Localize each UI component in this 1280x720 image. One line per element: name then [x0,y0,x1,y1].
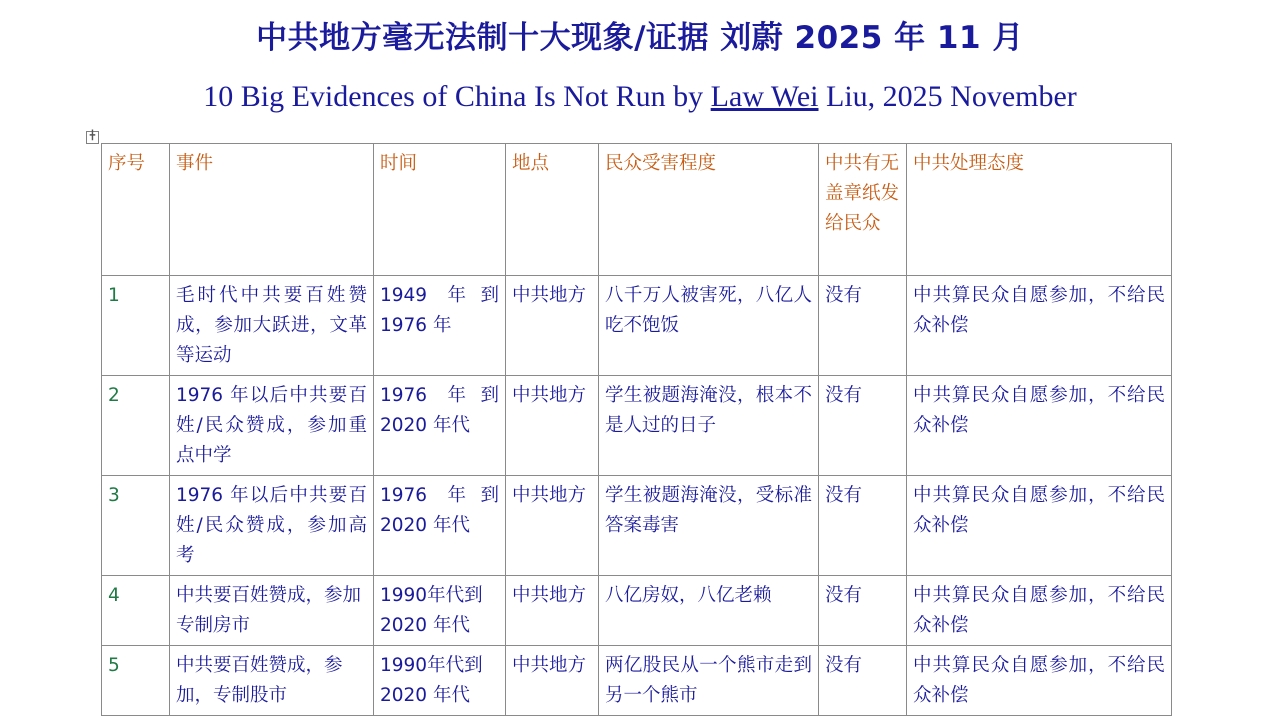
page-title-english [0,57,1280,115]
cell-harm: 学生被题海淹没，受标准答案毒害 [599,475,819,575]
cell-attitude: 中共算民众自愿参加，不给民众补偿 [907,276,1172,376]
cell-time: 1990年代到2020 年代 [374,645,506,715]
title-english-part2: Liu, 2025 November [818,80,1077,114]
cell-harm: 八亿房奴，八亿老赖 [599,575,819,645]
cell-place: 中共地方 [506,475,599,575]
cell-event: 1976 年以后中共要百姓/民众赞成，参加高考 [170,475,374,575]
table-row [102,375,1172,475]
column-header-index: 序号 [102,144,170,276]
title-english-part1: 10 Big Evidences of China Is Not Run by [203,80,711,114]
cell-time: 1976 年到 2020 年代 [374,475,506,575]
cell-paper: 没有 [819,375,907,475]
table-move-handle-icon[interactable]: ╋ [86,131,99,144]
cell-place: 中共地方 [506,575,599,645]
cell-place: 中共地方 [506,276,599,376]
cell-event: 1976 年以后中共要百姓/民众赞成，参加重点中学 [170,375,374,475]
column-header-time: 时间 [374,144,506,276]
table-header-row [102,144,1172,276]
column-header-attitude: 中共处理态度 [907,144,1172,276]
cell-index: 1 [102,276,170,376]
cell-index: 3 [102,475,170,575]
cell-harm: 学生被题海淹没，根本不是人过的日子 [599,375,819,475]
cell-index: 5 [102,645,170,715]
cell-harm: 两亿股民从一个熊市走到另一个熊市 [599,645,819,715]
column-header-paper: 中共有无盖章纸发给民众 [819,144,907,276]
cell-index: 4 [102,575,170,645]
title-english-underlined: Law Wei [710,80,819,114]
table-row [102,575,1172,645]
cell-attitude: 中共算民众自愿参加，不给民众补偿 [907,475,1172,575]
cell-attitude: 中共算民众自愿参加，不给民众补偿 [907,645,1172,715]
column-header-event: 事件 [170,144,374,276]
cell-place: 中共地方 [506,645,599,715]
cell-paper: 没有 [819,276,907,376]
cell-paper: 没有 [819,475,907,575]
cell-time: 1990年代到2020 年代 [374,575,506,645]
cell-paper: 没有 [819,575,907,645]
column-header-place: 地点 [506,144,599,276]
cell-index: 2 [102,375,170,475]
table-container [101,143,1171,716]
cell-place: 中共地方 [506,375,599,475]
cell-time: 1976 年到 2020 年代 [374,375,506,475]
cell-time: 1949 年到 1976 年 [374,276,506,376]
page-title-chinese: 中共地方毫无法制十大现象/证据 刘蔚 2025 年 11 月 [256,20,1024,56]
cell-attitude: 中共算民众自愿参加，不给民众补偿 [907,375,1172,475]
table-row [102,475,1172,575]
evidence-table [101,143,1172,716]
cell-event: 中共要百姓赞成，参加专制房市 [170,575,374,645]
column-header-harm: 民众受害程度 [599,144,819,276]
table-row [102,645,1172,715]
cell-event: 中共要百姓赞成，参加，专制股市 [170,645,374,715]
cell-paper: 没有 [819,645,907,715]
table-row [102,276,1172,376]
cell-event: 毛时代中共要百姓赞成，参加大跃进，文革等运动 [170,276,374,376]
cell-harm: 八千万人被害死，八亿人吃不饱饭 [599,276,819,376]
cell-attitude: 中共算民众自愿参加，不给民众补偿 [907,575,1172,645]
